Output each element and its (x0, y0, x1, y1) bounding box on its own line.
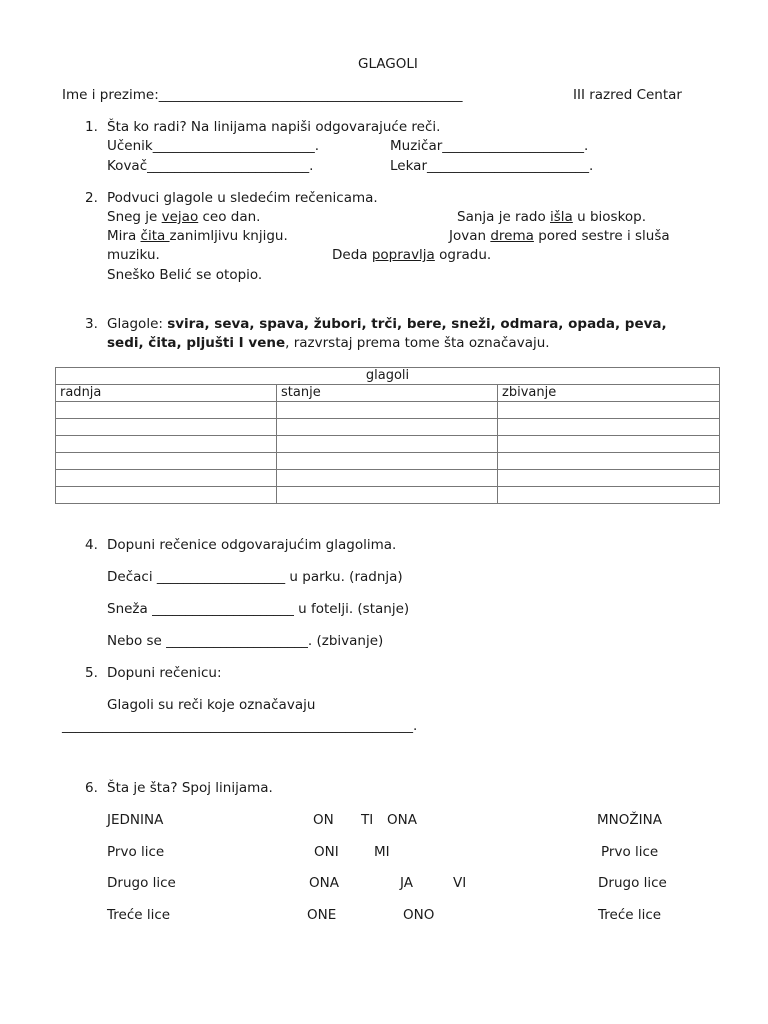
table-row (56, 419, 720, 436)
table-cell[interactable] (56, 436, 277, 453)
column-header-zbivanje: zbivanje (498, 385, 720, 402)
table-cell[interactable] (498, 470, 720, 487)
q4-line-1: Dečaci ___________________ u parku. (radnja) (107, 569, 403, 585)
table-cell[interactable] (56, 487, 277, 504)
table-cell[interactable] (56, 453, 277, 470)
table-title: glagoli (56, 368, 720, 385)
verb-underline: vejao (161, 209, 199, 225)
verb-underline: išla (550, 209, 573, 225)
left-label-drugo-lice: Drugo lice (107, 875, 176, 891)
pronoun-on: ON (313, 812, 334, 828)
pronoun-ja: JA (400, 875, 413, 891)
table-cell[interactable] (56, 419, 277, 436)
name-field-label: Ime i prezime:_____________________________________________ (62, 87, 463, 103)
table-cell[interactable] (498, 453, 720, 470)
q4-number: 4. (85, 537, 98, 553)
pronoun-ona: ONA (309, 875, 339, 891)
q1-text: Šta ko radi? Na linijama napiši odgovarajuće reči. (107, 119, 441, 135)
q5-answer-line: ____________________________________________________. (62, 718, 418, 734)
pronoun-vi: VI (453, 875, 467, 891)
right-label-drugo-lice: Drugo lice (598, 875, 667, 891)
pronoun-one: ONE (307, 907, 337, 923)
q4-text: Dopuni rečenice odgovarajućim glagolima. (107, 537, 397, 553)
pronoun-ona: ONA (387, 812, 417, 828)
verb-classification-table (55, 367, 720, 504)
left-label-prvo-lice: Prvo lice (107, 844, 165, 860)
table-cell[interactable] (277, 487, 498, 504)
table-cell[interactable] (277, 453, 498, 470)
q2-text: Podvuci glagole u sledećim rečenicama. (107, 190, 378, 206)
table-cell[interactable] (56, 402, 277, 419)
page-title: GLAGOLI (358, 56, 418, 72)
q2-sentence-2: Sanja je rado išla u bioskop. (457, 209, 647, 225)
left-label-trece-lice: Treće lice (107, 907, 171, 923)
table-cell[interactable] (56, 470, 277, 487)
q2-sentence-1: Sneg je vejao ceo dan. (107, 209, 261, 225)
q6-text: Šta je šta? Spoj linijama. (107, 780, 273, 796)
table-cell[interactable] (277, 402, 498, 419)
q1-item-muzicar: Muzičar_____________________. (390, 138, 589, 154)
q2-sentence-3: Mira čita zanimljivu knjigu. (107, 228, 288, 244)
right-label-prvo-lice: Prvo lice (601, 844, 659, 860)
table-row (56, 470, 720, 487)
q1-item-kovac: Kovač________________________. (107, 158, 314, 174)
q1-item-lekar: Lekar________________________. (390, 158, 594, 174)
q1-item-ucenik: Učenik________________________. (107, 138, 320, 154)
q5-number: 5. (85, 665, 98, 681)
table-cell[interactable] (498, 419, 720, 436)
q6-number: 6. (85, 780, 98, 796)
verb-underline: popravlja (371, 247, 435, 263)
q4-line-3: Nebo se _____________________. (zbivanje) (107, 633, 384, 649)
class-label: III razred Centar (573, 87, 682, 103)
pronoun-ono: ONO (403, 907, 435, 923)
q4-line-2: Sneža _____________________ u fotelji. (stanje) (107, 601, 410, 617)
right-label-trece-lice: Treće lice (598, 907, 662, 923)
table-row (56, 487, 720, 504)
pronoun-oni: ONI (314, 844, 339, 860)
left-label-jednina: JEDNINA (107, 812, 164, 828)
table-cell[interactable] (277, 436, 498, 453)
q5-sentence: Glagoli su reči koje označavaju (107, 697, 316, 713)
pronoun-ti: TI (361, 812, 374, 828)
q3-number: 3. (85, 316, 98, 332)
q2-sentence-4: Jovan drema pored sestre i sluša (449, 228, 670, 244)
table-cell[interactable] (498, 436, 720, 453)
q3-line-1: Glagole: svira, seva, spava, žubori, trči, bere, sneži, odmara, opada, peva, (107, 316, 667, 332)
q1-number: 1. (85, 119, 98, 135)
table-cell[interactable] (277, 419, 498, 436)
column-header-stanje: stanje (277, 385, 498, 402)
right-label-mnozina: MNOŽINA (597, 812, 662, 828)
table-row (56, 402, 720, 419)
q2-number: 2. (85, 190, 98, 206)
pronoun-mi: MI (374, 844, 390, 860)
verb-underline: čita (140, 228, 170, 244)
table-cell[interactable] (277, 470, 498, 487)
table-row (56, 453, 720, 470)
table-row (56, 436, 720, 453)
q2-sentence-6: Sneško Belić se otopio. (107, 267, 263, 283)
q2-sentence-4-cont: muziku. (107, 247, 160, 263)
q2-sentence-5: Deda popravlja ogradu. (332, 247, 492, 263)
table-cell[interactable] (498, 402, 720, 419)
q5-text: Dopuni rečenicu: (107, 665, 222, 681)
verb-underline: drema (490, 228, 534, 244)
table-cell[interactable] (498, 487, 720, 504)
q3-line-2: sedi, čita, pljušti I vene, razvrstaj prema tome šta označavaju. (107, 335, 550, 351)
column-header-radnja: radnja (56, 385, 277, 402)
